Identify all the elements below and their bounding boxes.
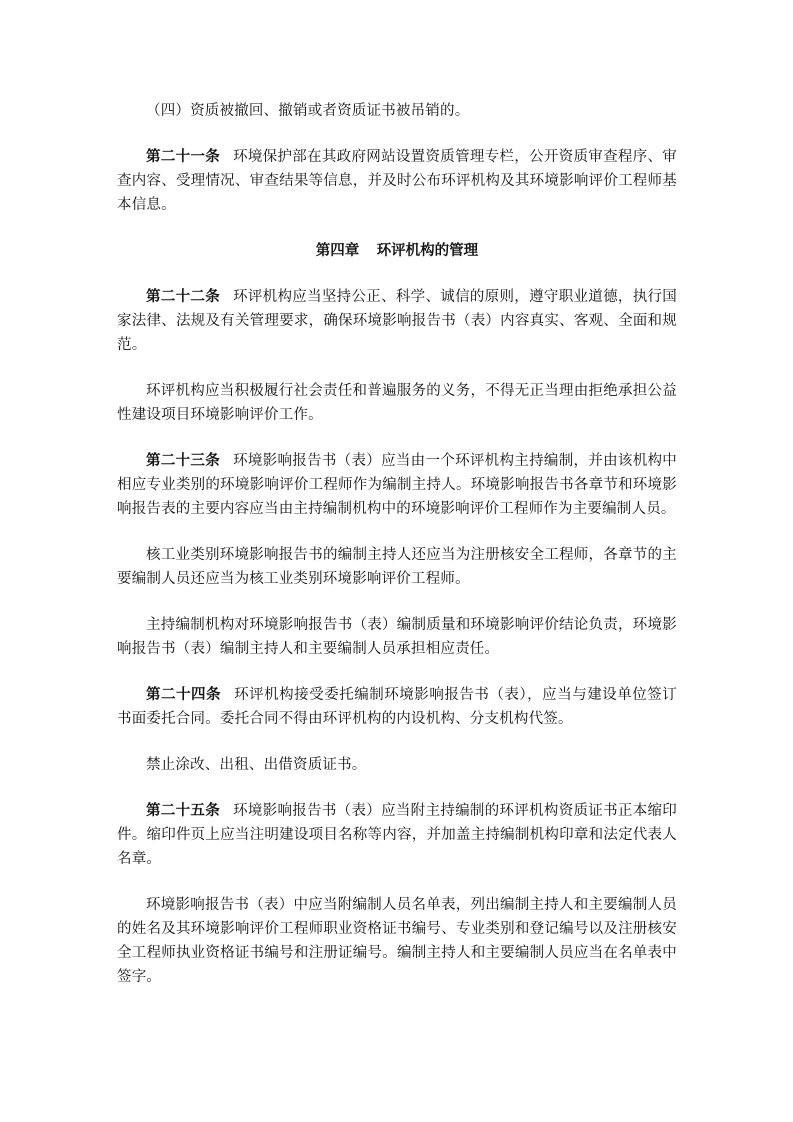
article-25-text: 环境影响报告书（表）应当附主持编制的环评机构资质证书正本缩印件。缩印件页上应当注明建设项目名称等内容，并加盖主持编制机构印章和法定代表人名章。	[117, 803, 678, 867]
chapter-4-heading	[117, 239, 677, 263]
document-page	[117, 99, 677, 1011]
chapter-4-title: 环评机构的管理	[376, 242, 479, 259]
article-22	[117, 285, 677, 357]
article-23-label: 第二十三条	[146, 452, 221, 469]
article-21	[117, 145, 677, 217]
article-23-paragraph-3: 主持编制机构对环境影响报告书（表）编制质量和环境影响评价结论负责，环境影响报告书（表）编制主持人和主要编制人员承担相应责任。	[117, 617, 677, 657]
article-25-paragraph-2: 环境影响报告书（表）中应当附编制人员名单表，列出编制主持人和主要编制人员的姓名及其环境影响评价工程师职业资格证书编号、专业类别和登记编号以及注册核安全工程师执业资格证书编号和注册证编号。编制主持人和主要编制人员应当在名单表中签字。	[117, 897, 677, 985]
article-22-paragraph-2: 环评机构应当积极履行社会责任和普遍服务的义务，不得无正当理由拒绝承担公益性建设项目环境影响评价工作。	[117, 383, 677, 423]
article-22-label: 第二十二条	[146, 288, 221, 305]
article-21-text: 环境保护部在其政府网站设置资质管理专栏，公开资质审查程序、审查内容、受理情况、审查结果等信息，并及时公布环评机构及其环境影响评价工程师基本信息。	[117, 149, 678, 213]
chapter-4-number: 第四章	[315, 242, 360, 259]
article-25	[117, 799, 677, 871]
article-24	[117, 683, 677, 731]
paragraph-item-4: （四）资质被撤回、撤销或者资质证书被吊销的。	[146, 103, 470, 119]
article-22-text: 环评机构应当坚持公正、科学、诚信的原则，遵守职业道德，执行国家法律、法规及有关管理要求，确保环境影响报告书（表）内容真实、客观、全面和规范。	[117, 289, 678, 353]
article-21-label: 第二十一条	[146, 148, 221, 165]
article-23-paragraph-2: 核工业类别环境影响报告书的编制主持人还应当为注册核安全工程师，各章节的主要编制人员还应当为核工业类别环境影响评价工程师。	[117, 547, 677, 587]
article-23	[117, 449, 677, 521]
article-24-paragraph-2: 禁止涂改、出租、出借资质证书。	[146, 757, 367, 773]
article-24-text: 环评机构接受委托编制环境影响报告书（表），应当与建设单位签订书面委托合同。委托合同不得由环评机构的内设机构、分支机构代签。	[117, 687, 678, 727]
article-23-text: 环境影响报告书（表）应当由一个环评机构主持编制，并由该机构中相应专业类别的环境影响评价工程师作为编制主持人。环境影响报告书各章节和环境影响报告表的主要内容应当由主持编制机构中的环境影响评价工程师作为主要编制人员。	[117, 453, 678, 517]
article-24-label: 第二十四条	[146, 686, 222, 703]
article-25-label: 第二十五条	[146, 802, 221, 819]
